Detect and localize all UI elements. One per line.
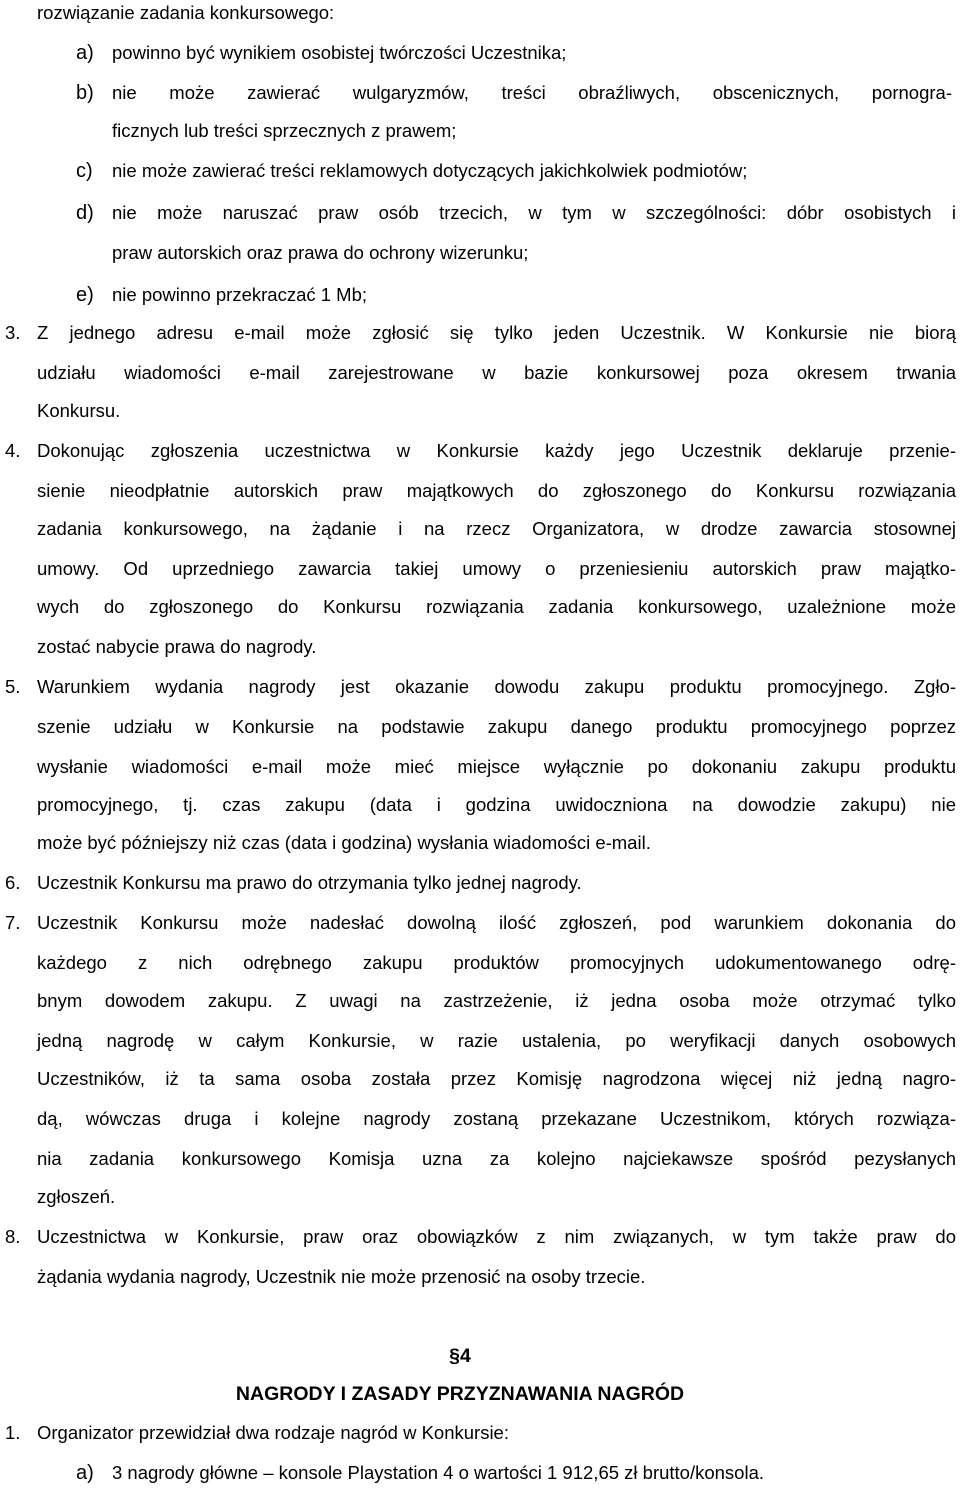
item-number: 8. <box>5 1226 21 1247</box>
item-text: wysłanie wiadomości e-mail może mieć miejsce wyłącznie po dokonaniu zakupu produktu <box>37 756 956 777</box>
sub-item-letter: e) <box>76 284 94 306</box>
item-text: szenie udziału w Konkursie na podstawie zakupu danego produktu promocyjnego poprzez <box>37 716 956 737</box>
item-text: Dokonując zgłoszenia uczestnictwa w Konkursie każdy jego Uczestnik deklaruje przenie- <box>37 440 956 461</box>
item-text: udziału wiadomości e-mail zarejestrowane w bazie konkursowej poza okresem trwania <box>37 362 956 383</box>
item-text: Warunkiem wydania nagrody jest okazanie dowodu zakupu produktu promocyjnego. Zgło- <box>37 676 956 697</box>
item-text: wych do zgłoszonego do Konkursu rozwiązania zadania konkursowego, uzależnione może <box>37 596 956 617</box>
item-text: zadania konkursowego, na żądanie i na rzecz Organizatora, w drodze zawarcia stosownej <box>37 518 956 539</box>
item-text: Uczestnictwa w Konkursie, praw oraz obowiązków z nim związanych, w tym także praw do <box>37 1226 956 1247</box>
item-text: dą, wówczas druga i kolejne nagrody zostaną przekazane Uczestnikom, których rozwiąza- <box>37 1108 956 1129</box>
sub-item-letter: c) <box>76 160 93 182</box>
section-number-value: 4 <box>460 1345 471 1367</box>
sub-item-text: nie powinno przekraczać 1 Mb; <box>112 284 368 305</box>
item-text: zgłoszeń. <box>37 1186 116 1207</box>
section-number <box>0 1344 920 1368</box>
item-text: nia zadania konkursowego Komisja uzna za kolejno najciekawsze spośród pezysłanych <box>37 1148 956 1169</box>
item-number: 5. <box>5 676 21 697</box>
item-number: 7. <box>5 912 21 933</box>
item-text: umowy. Od uprzedniego zawarcia takiej umowy o przeniesieniu autorskich praw majątko- <box>37 558 956 579</box>
item-text: może być późniejszy niż czas (data i godzina) wysłania wiadomości e-mail. <box>37 832 651 853</box>
item-text: bnym dowodem zakupu. Z uwagi na zastrzeżenie, iż jedna osoba może otrzymać tylko <box>37 990 956 1011</box>
sub-item-text: 3 nagrody główne – konsole Playstation 4 o wartości 1 912,65 zł brutto/konsola. <box>112 1462 765 1483</box>
item-text: promocyjnego, tj. czas zakupu (data i godzina uwidoczniona na dowodzie zakupu) nie <box>37 794 956 815</box>
sub-item-letter: a) <box>76 1462 94 1484</box>
item-text: Konkursu. <box>37 400 121 421</box>
sub-item-text: praw autorskich oraz prawa do ochrony wizerunku; <box>112 242 529 263</box>
item-number: 6. <box>5 872 21 893</box>
item-text: Organizator przewidział dwa rodzaje nagród w Konkursie: <box>37 1422 509 1443</box>
item-number: 1. <box>5 1422 21 1443</box>
sub-item-letter: b) <box>76 82 94 104</box>
item-text: zostać nabycie prawa do nagrody. <box>37 636 317 657</box>
item-text: jedną nagrodę w całym Konkursie, w razie ustalenia, po weryfikacji danych osobowych <box>37 1030 956 1051</box>
item-text: żądania wydania nagrody, Uczestnik nie może przenosić na osoby trzecie. <box>37 1266 646 1287</box>
item-number: 4. <box>5 440 21 461</box>
item-text: Uczestników, iż ta sama osoba została przez Komisję nagrodzona więcej niż jedną nagro- <box>37 1068 956 1089</box>
sub-item-text: ficznych lub treści sprzecznych z prawem; <box>112 120 457 141</box>
item-text: Uczestnik Konkursu może nadesłać dowolną ilość zgłoszeń, pod warunkiem dokonania do <box>37 912 956 933</box>
item-text: sienie nieodpłatnie autorskich praw majątkowych do zgłoszonego do Konkursu rozwiązania <box>37 480 956 501</box>
section-title: NAGRODY I ZASADY PRZYZNAWANIA NAGRÓD <box>235 1383 685 1405</box>
item-text: każdego z nich odrębnego zakupu produktów promocyjnych udokumentowanego odrę- <box>37 952 956 973</box>
item-text: Z jednego adresu e-mail może zgłosić się tylko jeden Uczestnik. W Konkursie nie biorą <box>37 322 956 343</box>
sub-item-text: nie może zawierać treści reklamowych dotyczących jakichkolwiek podmiotów; <box>112 160 748 181</box>
sub-item-text: nie może naruszać praw osób trzecich, w tym w szczególności: dóbr osobistych i <box>112 202 956 223</box>
item-number: 3. <box>5 322 21 343</box>
sub-item-text: nie może zawierać wulgaryzmów, treści obraźliwych, obscenicznych, pornogra- <box>112 82 952 103</box>
sub-item-text: powinno być wynikiem osobistej twórczości Uczestnika; <box>112 42 567 63</box>
sub-item-letter: d) <box>76 202 94 224</box>
paragraph-symbol: § <box>449 1345 460 1367</box>
item-text: Uczestnik Konkursu ma prawo do otrzymania tylko jednej nagrody. <box>37 872 582 893</box>
intro-line: rozwiązanie zadania konkursowego: <box>37 2 335 23</box>
sub-item-letter: a) <box>76 42 94 64</box>
